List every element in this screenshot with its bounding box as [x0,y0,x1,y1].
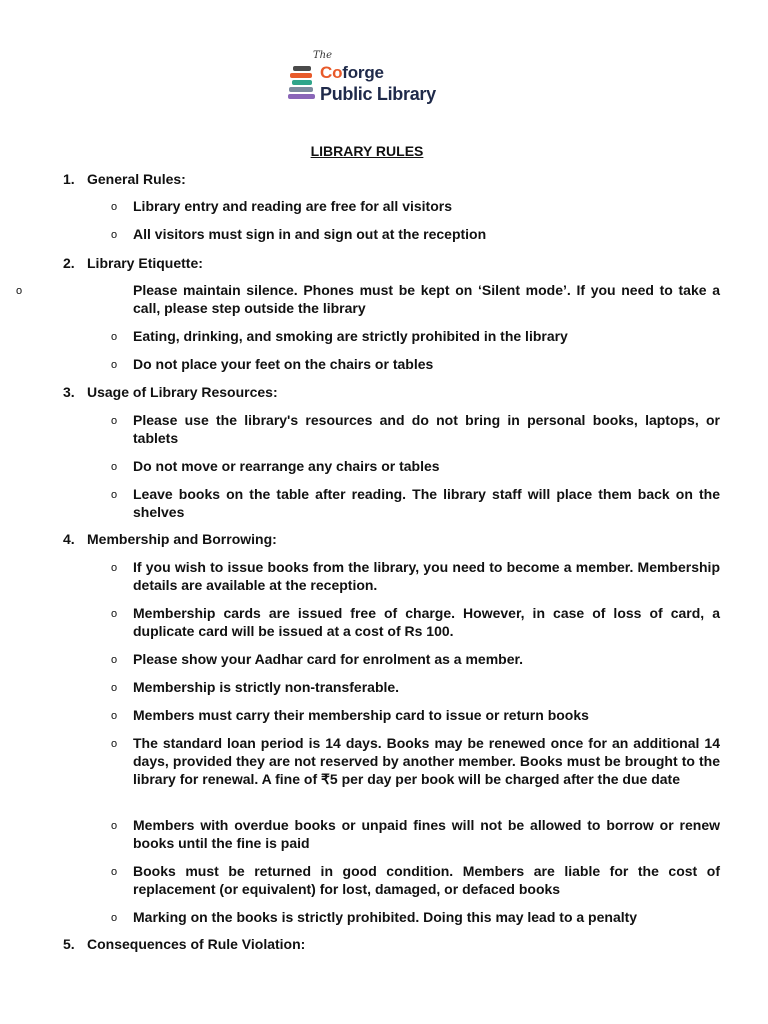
list-item [111,411,720,447]
bullet-icon: o [111,415,118,427]
page-title: LIBRARY RULES [310,143,424,159]
list-item [111,457,720,475]
bullet-icon: o [111,682,118,694]
list-item [16,281,720,317]
list-item [111,908,720,926]
list-item [111,225,720,243]
section-heading-consequences [63,936,305,953]
bullet-icon: o [16,285,23,297]
list-item-text: Leave books on the table after reading. The library staff will place them back on the shelves [133,486,720,520]
bullet-icon: o [111,738,118,750]
logo-the-text: The [313,50,333,61]
list-item-text: Members with overdue books or unpaid fines will not be allowed to borrow or renew books until the fine is paid [133,817,720,851]
bullet-icon: o [111,562,118,574]
list-item [111,734,720,788]
book-stack-icon [287,62,317,104]
bullet-icon: o [111,608,118,620]
bullet-icon: o [111,912,118,924]
bullet-icon: o [111,710,118,722]
list-item [111,485,720,521]
section-number: 1. [63,171,75,187]
bullet-icon: o [111,201,118,213]
section-number: 4. [63,531,75,547]
section-heading-text: Library Etiquette: [87,255,203,271]
bullet-icon: o [111,866,118,878]
list-item-text: All visitors must sign in and sign out at the reception [133,226,487,242]
bullet-icon: o [111,489,118,501]
list-item [111,706,720,724]
list-item [111,558,720,594]
section-heading-general-rules [63,171,186,188]
list-item-text: Do not place your feet on the chairs or tables [133,356,434,372]
bullet-icon: o [111,654,118,666]
section-heading-text: Membership and Borrowing: [87,531,277,547]
bullet-icon: o [111,331,118,343]
list-item-text: Please use the library's resources and do not bring in personal books, laptops, or tablets [133,412,720,446]
list-item [111,862,720,898]
list-item-text: Marking on the books is strictly prohibited. Doing this may lead to a penalty [133,909,638,925]
list-item-text: Books must be returned in good condition. Members are liable for the cost of replacement (or equivalent) for lost, damaged, or defaced books [133,863,720,897]
logo-coforge-text [320,63,384,83]
section-number: 2. [63,255,75,271]
list-item-text: Members must carry their membership card to issue or return books [133,707,589,723]
library-logo [287,52,447,108]
list-item-text: Membership cards are issued free of charge. However, in case of loss of card, a duplicate card will be issued at a cost of Rs 100. [133,605,720,639]
list-item [111,816,720,852]
list-item-text: Library entry and reading are free for all visitors [133,198,452,214]
list-item [111,650,720,668]
list-item [111,327,720,345]
list-item-text: The standard loan period is 14 days. Books may be renewed once for an additional 14 days, provided they are not reserved by another member. Books must be brought to the library for renewal. A fine of ₹5 per day per book will be charged after the due date [133,735,720,787]
bullet-icon: o [111,359,118,371]
logo-public-library-text: Public Library [320,84,436,104]
list-item-text: Please maintain silence. Phones must be kept on ‘Silent mode’. If you need to take a call, please step outside the library [133,282,720,316]
list-item-text: If you wish to issue books from the library, you need to become a member. Membership details are available at the reception. [133,559,720,593]
section-number: 5. [63,936,75,952]
bullet-icon: o [111,229,118,241]
section-heading-membership [63,531,277,548]
section-number: 3. [63,384,75,400]
section-heading-library-etiquette [63,255,203,272]
bullet-icon: o [111,820,118,832]
section-heading-usage-of-resources [63,384,278,401]
logo-forge-text: forge [342,63,384,82]
list-item-text: Do not move or rearrange any chairs or tables [133,458,440,474]
list-item-text: Eating, drinking, and smoking are strictly prohibited in the library [133,328,568,344]
list-item [111,678,720,696]
list-item [111,197,720,215]
list-item-text: Membership is strictly non-transferable. [133,679,400,695]
bullet-icon: o [111,461,118,473]
logo-co-text: Co [320,63,343,82]
list-item-text: Please show your Aadhar card for enrolment as a member. [133,651,524,667]
section-heading-text: Consequences of Rule Violation: [87,936,306,952]
list-item [111,355,720,373]
section-heading-text: Usage of Library Resources: [87,384,278,400]
section-heading-text: General Rules: [87,171,186,187]
list-item [111,604,720,640]
